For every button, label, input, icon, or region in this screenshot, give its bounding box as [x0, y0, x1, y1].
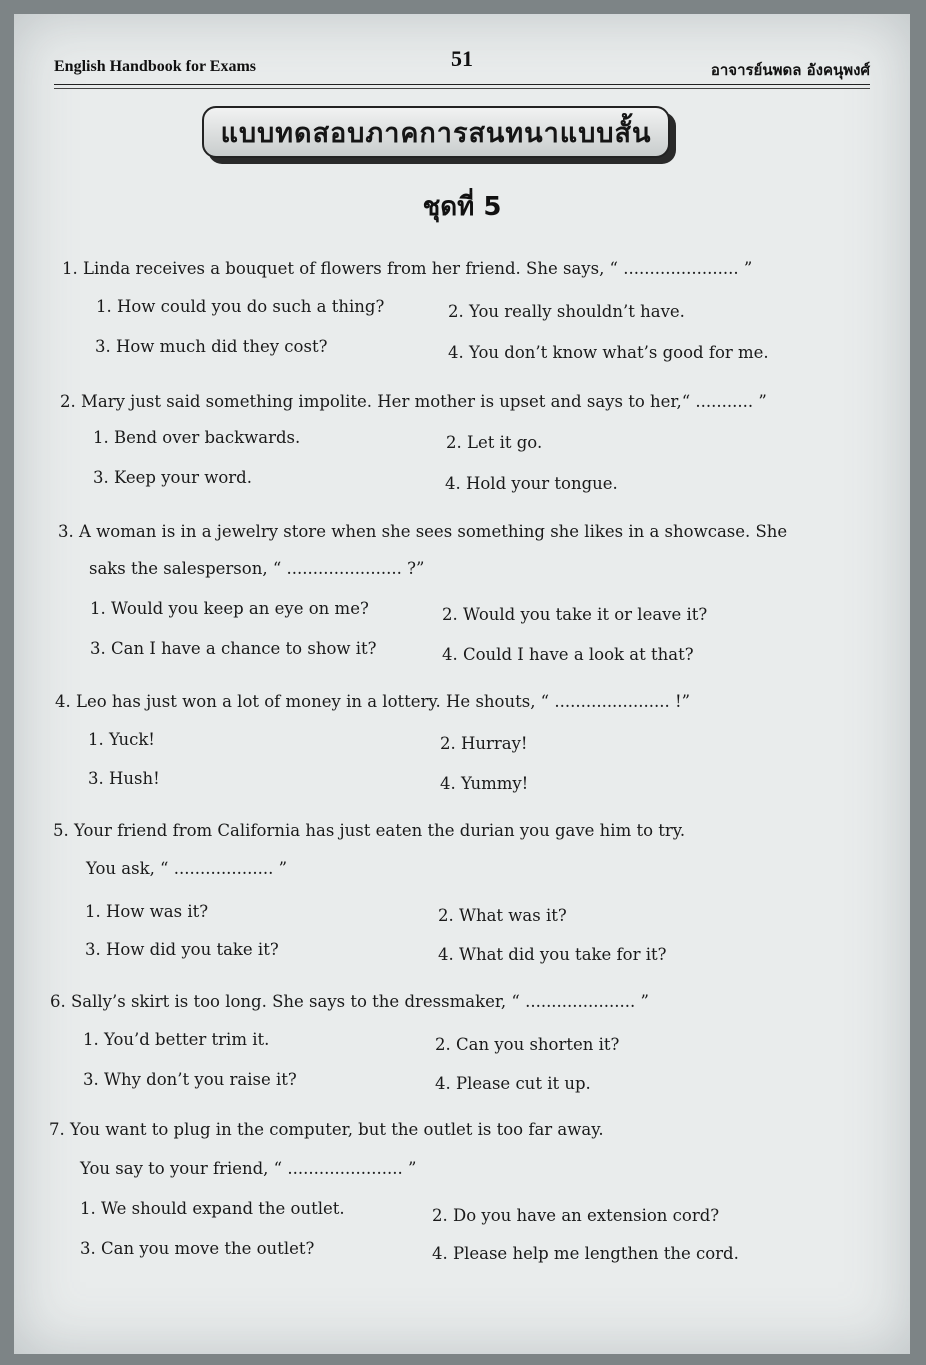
- author-name: อาจารย์นพดล อังคนุพงศ์: [710, 61, 870, 79]
- question-3-option-2: 2. Would you take it or leave it?: [442, 605, 708, 624]
- question-4-option-3: 3. Hush!: [88, 769, 160, 788]
- question-7-option-2: 2. Do you have an extension cord?: [432, 1206, 720, 1225]
- question-1-option-1: 1. How could you do such a thing?: [96, 297, 385, 316]
- book-page: [14, 14, 910, 1354]
- title-banner: [202, 106, 676, 164]
- question-3-option-4: 4. Could I have a look at that?: [442, 645, 694, 664]
- question-5-option-1: 1. How was it?: [85, 902, 209, 921]
- question-6-option-1: 1. You’d better trim it.: [83, 1030, 270, 1049]
- page-number: 51: [451, 46, 473, 71]
- header-rule-thin: [54, 88, 870, 89]
- set-number: ชุดที่ 5: [422, 192, 502, 222]
- question-5-option-3: 3. How did you take it?: [85, 940, 279, 959]
- question-3-option-1: 1. Would you keep an eye on me?: [90, 599, 369, 618]
- question-6-option-4: 4. Please cut it up.: [435, 1074, 591, 1093]
- question-6-option-3: 3. Why don’t you raise it?: [83, 1070, 297, 1089]
- question-7-option-4: 4. Please help me lengthen the cord.: [432, 1244, 739, 1263]
- question-7-text-line-2: You say to your friend, “ ...................... ”: [80, 1159, 417, 1178]
- question-4-option-1: 1. Yuck!: [88, 730, 155, 749]
- question-1-option-4: 4. You don’t know what’s good for me.: [448, 343, 769, 362]
- book-title: English Handbook for Exams: [54, 58, 256, 75]
- question-5-text: 5. Your friend from California has just eaten the durian you gave him to try.: [53, 821, 686, 840]
- question-5-option-4: 4. What did you take for it?: [438, 945, 667, 964]
- question-2-option-1: 1. Bend over backwards.: [93, 428, 301, 447]
- question-3-option-3: 3. Can I have a chance to show it?: [90, 639, 377, 658]
- question-5-option-2: 2. What was it?: [438, 906, 567, 925]
- question-1-text: 1. Linda receives a bouquet of flowers from her friend. She says, “ ...................... ”: [62, 259, 753, 278]
- question-7-text: 7. You want to plug in the computer, but the outlet is too far away.: [49, 1120, 604, 1139]
- question-1-option-3: 3. How much did they cost?: [95, 337, 328, 356]
- question-2-option-4: 4. Hold your tongue.: [445, 474, 618, 493]
- question-4-option-2: 2. Hurray!: [440, 734, 528, 753]
- question-5-text-line-2: You ask, “ ................... ”: [86, 859, 288, 878]
- question-6-text: 6. Sally’s skirt is too long. She says to the dressmaker, “ ..................... ”: [50, 992, 649, 1011]
- question-4-text: 4. Leo has just won a lot of money in a lottery. He shouts, “ ...................... !”: [55, 692, 691, 711]
- question-4-option-4: 4. Yummy!: [440, 774, 529, 793]
- section-title: แบบทดสอบภาคการสนทนาแบบสั้น: [202, 106, 670, 158]
- question-3-text: 3. A woman is in a jewelry store when she sees something she likes in a showcase. She: [58, 522, 788, 541]
- question-2-option-3: 3. Keep your word.: [93, 468, 252, 487]
- question-1-option-2: 2. You really shouldn’t have.: [448, 302, 685, 321]
- page-header: [54, 44, 870, 84]
- question-3-text-line-2: saks the salesperson, “ ...................... ?”: [89, 559, 425, 578]
- header-rule: [54, 84, 870, 85]
- question-2-option-2: 2. Let it go.: [446, 433, 543, 452]
- question-7-option-3: 3. Can you move the outlet?: [80, 1239, 315, 1258]
- question-7-option-1: 1. We should expand the outlet.: [80, 1199, 345, 1218]
- question-6-option-2: 2. Can you shorten it?: [435, 1035, 620, 1054]
- question-2-text: 2. Mary just said something impolite. Her mother is upset and says to her,“ ........... ”: [60, 392, 767, 411]
